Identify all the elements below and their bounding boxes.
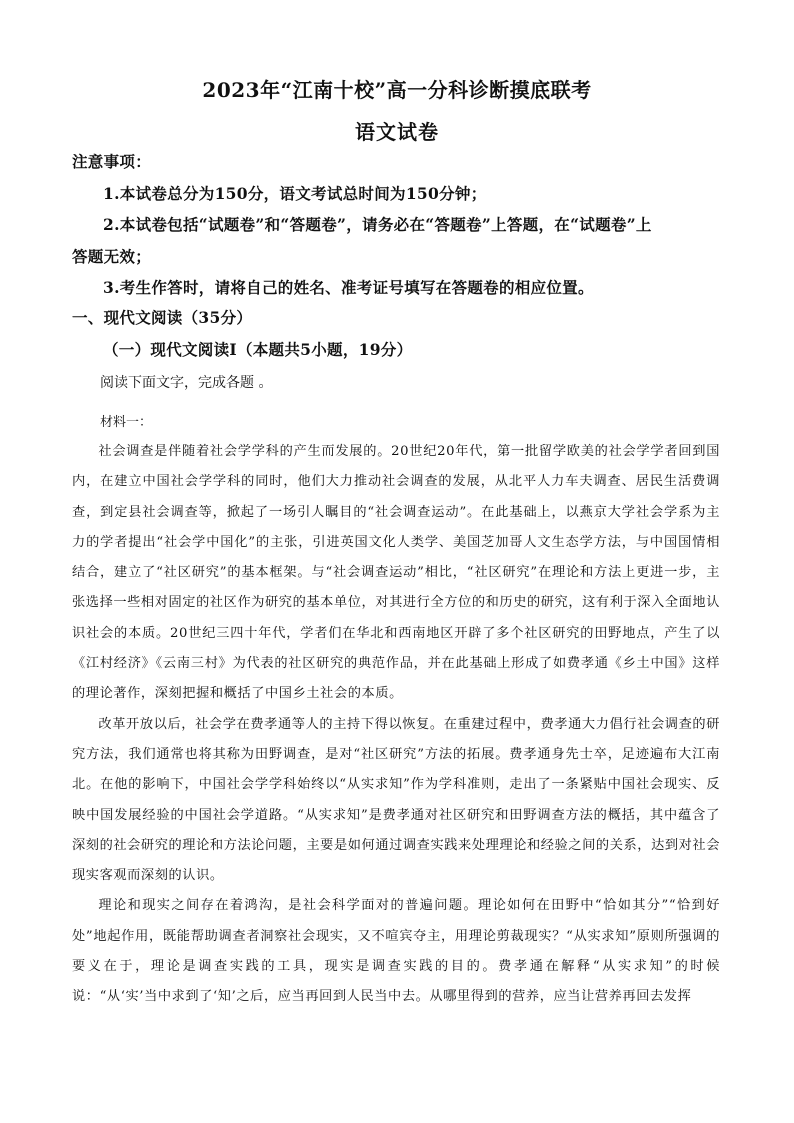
material-paragraph: 社会调查是伴随着社会学学科的产生而发展的。20世纪20年代，第一批留学欧美的社会学学者回到国内，在建立中国社会学学科的同时，他们大力推动社会调查的发展，从北平人力车夫调查、居民生活费调查，到定县社会调查等，掀起了一场引人瞩目的“社会调查运动”。在此基础上，以燕京大学社会学系为主力的学者提出“社会学中国化”的主张，引进英国文化人类学、美国芝加哥人文生态学方法，与中国国情相结合，建立了“社区研究”的基本框架。与“社会调查运动”相比，“社区研究”在理论和方法上更进一步，主张选择一些相对固定的社区作为研究的基本单位，对其进行全方位的和历史的研究，这有利于深入全面地认识社会的本质。20世纪三四十年代，学者们在华北和西南地区开辟了多个社区研究的田野地点，产生了以《江村经济》《云南三村》为代表的社区研究的典范作品，并在此基础上形成了如费孝通《乡土中国》这样的理论著作，深刻把握和概括了中国乡土社会的本质。 bbox=[72, 444, 721, 702]
section-subheading: （一）现代文阅读Ⅰ（本题共5小题，19分） bbox=[103, 340, 413, 359]
material-paragraph: 理论和现实之间存在着鸿沟，是社会科学面对的普遍问题。理论如何在田野中“恰如其分”“恰到好处”地起作用，既能帮助调查者洞察社会现实，又不喧宾夺主，用理论剪裁现实？“从实求知”原则所强调的要义在于，理论是调查实践的工具，现实是调查实践的目的。费孝通在解释“从实求知”的时候说：“从‘实’当中求到了‘知’之后，应当再回到人民当中去。从哪里得到的营养，应当让营养再回去发挥 bbox=[72, 898, 720, 1005]
notice-item-3: 3.考生作答时，请将自己的姓名、准考证号填写在答题卷的相应位置。 bbox=[103, 278, 594, 297]
notice-heading: 注意事项： bbox=[72, 152, 152, 171]
material-paragraph: 改革开放以后，社会学在费孝通等人的主持下得以恢复。在重建过程中，费孝通大力倡行社会调查的研究方法，我们通常也将其称为田野调查，是对“社区研究”方法的拓展。费孝通身先士卒，足迹遍布大江南北。在他的影响下，中国社会学学科始终以“从实求知”作为学科准则，走出了一条紧贴中国社会现实、反映中国发展经验的中国社会学道路。“从实求知”是费孝通对社区研究和田野调查方法的概括，其中蕴含了深刻的社会研究的理论和方法论问题，主要是如何通过调查实践来处理理论和经验之间的关系，达到对社会现实客观而深刻的认识。 bbox=[72, 716, 721, 884]
reading-instruction: 阅读下面文字，完成各题 。 bbox=[100, 375, 273, 391]
section-heading: 一、现代文阅读（35分） bbox=[72, 308, 253, 327]
notice-item-2-line-2: 答题无效； bbox=[72, 247, 152, 266]
notice-item-1: 1.本试卷总分为150分，语文考试总时间为150分钟； bbox=[103, 184, 487, 203]
exam-title: 2023年“江南十校”高一分科诊断摸底联考 bbox=[202, 78, 592, 102]
material-label: 材料一： bbox=[100, 415, 153, 430]
exam-subtitle: 语文试卷 bbox=[355, 120, 439, 144]
notice-item-2-line-1: 2.本试卷包括“试题卷”和“答题卷”，请务必在“答题卷”上答题，在“试题卷”上 bbox=[103, 215, 652, 234]
material-body bbox=[72, 437, 720, 1013]
